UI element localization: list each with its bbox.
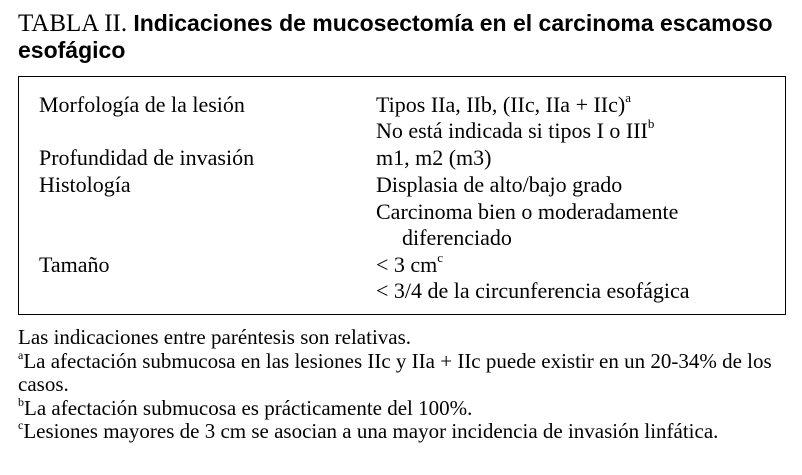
row-value-tamano-2: < 3/4 de la circunferencia esofágica [376, 278, 690, 303]
footnote-b [18, 394, 798, 421]
row-value-profundidad: m1, m2 (m3) [376, 145, 492, 170]
footnote-a [18, 347, 798, 397]
row-label-histologia: Histología [39, 172, 131, 197]
footnote-c-text: Lesiones mayores de 3 cm se asocian a una mayor incidencia de invasión linfática. [23, 419, 719, 443]
indications-table [18, 76, 786, 315]
footnote-mark-c: c [437, 249, 444, 265]
table-heading: Indicaciones de mucosectomía en el carcinoma escamoso esofágico [18, 10, 773, 63]
footnote-a-mark: a [18, 347, 24, 362]
row-label-profundidad: Profundidad de invasión [39, 145, 255, 170]
table-title [18, 10, 788, 64]
row-value-morfologia-1: Tipos IIa, IIb, (IIc, IIa + IIc)$^a$ [376, 89, 631, 117]
footnote-a-text: La afectación submucosa en las lesiones IIc y IIa + IIc puede existir en un 20-34% de los casos. [18, 348, 772, 396]
footnote-intro: Las indicaciones entre paréntesis son relativas. [18, 325, 412, 349]
footnote-b-text: La afectación submucosa es prácticamente del 100%. [24, 395, 473, 420]
footnote-b-mark: b [18, 394, 24, 409]
row-value-histologia-3: diferenciado [402, 225, 512, 250]
row-value-morfologia-2: No está indicada si tipos I o III$^b$ [376, 115, 655, 143]
row-value-histologia-2: Carcinoma bien o moderadamente [376, 199, 679, 224]
row-value-tamano-1: < 3 $cm^c$ [376, 249, 444, 277]
footnote-mark-b: b [647, 115, 655, 131]
table-footnotes [18, 326, 798, 444]
table-number: TABLA II. [18, 10, 128, 37]
footnote-c-mark: c [18, 418, 24, 432]
row-label-morfologia: Morfología de la lesión [39, 92, 245, 117]
footnote-c [18, 420, 798, 444]
row-label-tamano: Tamaño [39, 252, 110, 277]
footnote-mark-a: a [625, 89, 631, 105]
row-value-histologia-1: Displasia de alto/bajo grado [376, 172, 623, 197]
